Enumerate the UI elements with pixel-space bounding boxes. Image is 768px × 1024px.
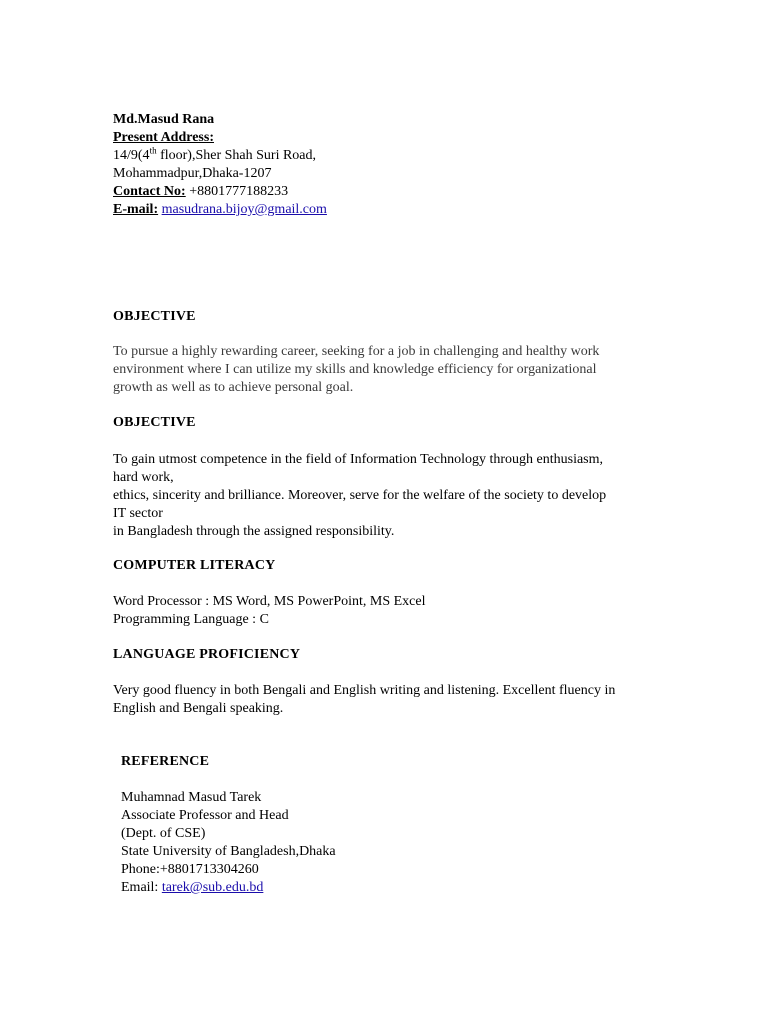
reference-details (121, 789, 681, 897)
reference-email-label: Email: (121, 880, 162, 895)
paragraph-line: To gain utmost competence in the field of Information Technology through enthusiasm, (113, 452, 604, 467)
paragraph-line: Word Processor : MS Word, MS PowerPoint, MS Excel (113, 594, 426, 609)
language-proficiency-section (113, 646, 673, 664)
reference-phone: Phone:+8801713304260 (121, 862, 259, 877)
objective-section-1 (113, 308, 673, 326)
paragraph-line: English and Bengali speaking. (113, 701, 284, 716)
paragraph-line: growth as well as to achieve personal goal. (113, 380, 354, 395)
email-link[interactable]: masudrana.bijoy@gmail.com (161, 202, 327, 217)
reference-email-row (121, 879, 681, 897)
paragraph-line: environment where I can utilize my skills and knowledge efficiency for organizational (113, 362, 597, 377)
computer-literacy-text (113, 593, 673, 629)
paragraph-line: hard work, (113, 470, 174, 485)
objective-section-2 (113, 414, 673, 432)
present-address-label: Present Address: (113, 130, 214, 145)
reference-email-link[interactable]: tarek@sub.edu.bd (161, 880, 264, 895)
contact-value: +8801777188233 (185, 184, 289, 199)
objective-1-text (113, 343, 673, 397)
paragraph-line: IT sector (113, 506, 163, 521)
email-row (113, 201, 673, 219)
applicant-name: Md.Masud Rana (113, 112, 215, 127)
reference-section (121, 753, 681, 771)
language-proficiency-text (113, 682, 673, 718)
address-line-2: Mohammadpur,Dhaka-1207 (113, 166, 272, 181)
section-heading: LANGUAGE PROFICIENCY (113, 647, 301, 662)
reference-department: (Dept. of CSE) (121, 826, 206, 841)
paragraph-line: Programming Language : C (113, 612, 269, 627)
objective-2-text (113, 451, 673, 541)
paragraph-line: Very good fluency in both Bengali and English writing and listening. Excellent fluency in (113, 683, 616, 698)
email-label: E-mail: (113, 202, 159, 217)
contact-number (113, 183, 673, 201)
reference-title: Associate Professor and Head (121, 808, 289, 823)
paragraph-line: in Bangladesh through the assigned responsibility. (113, 524, 395, 539)
reference-name: Muhamnad Masud Tarek (121, 790, 262, 805)
section-heading: REFERENCE (121, 754, 210, 769)
computer-literacy-section (113, 557, 673, 575)
address-line-1: 14/9(4th floor),Sher Shah Suri Road, (113, 145, 317, 163)
section-heading: OBJECTIVE (113, 415, 196, 430)
contact-header (113, 111, 673, 219)
section-heading: COMPUTER LITERACY (113, 558, 276, 573)
contact-label: Contact No: (113, 184, 186, 199)
section-heading: OBJECTIVE (113, 309, 196, 324)
paragraph-line: To pursue a highly rewarding career, seeking for a job in challenging and healthy work (113, 344, 600, 359)
paragraph-line: ethics, sincerity and brilliance. Moreover, serve for the welfare of the society to develop (113, 488, 607, 503)
reference-institution: State University of Bangladesh,Dhaka (121, 844, 336, 859)
